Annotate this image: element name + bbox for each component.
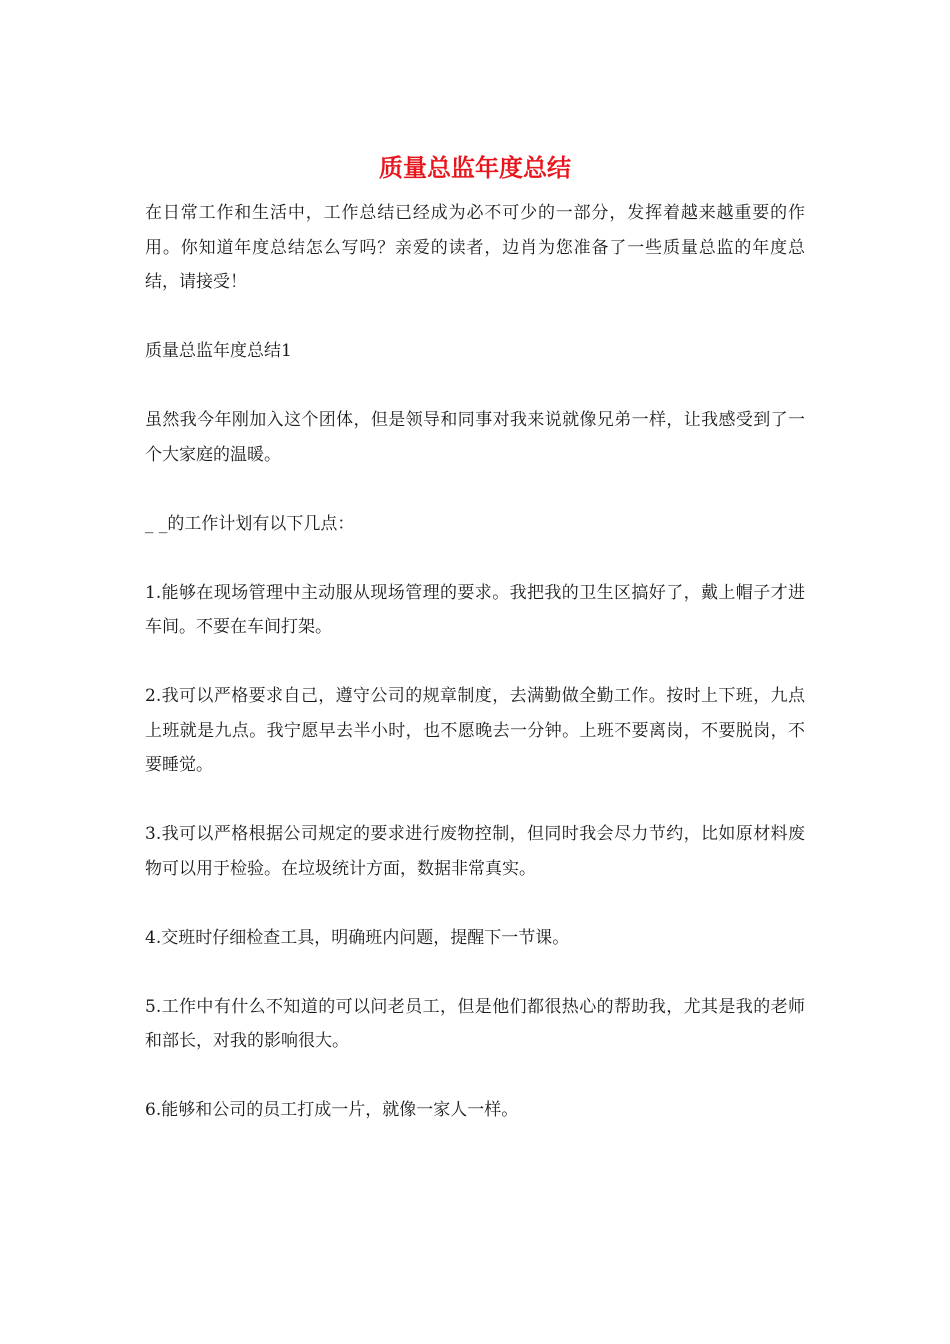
document-body bbox=[145, 196, 805, 1162]
list-item: 6.能够和公司的员工打成一片，就像一家人一样。 bbox=[145, 1100, 519, 1120]
list-intro: _ _的工作计划有以下几点： bbox=[145, 513, 355, 534]
list-item: 3.我可以严格根据公司规定的要求进行废物控制，但同时我会尽力节约，比如原材料废物可以用于检验。在垃圾统计方面，数据非常真实。 bbox=[145, 824, 805, 879]
list-item: 4.交班时仔细检查工具，明确班内问题，提醒下一节课。 bbox=[145, 927, 570, 948]
list-item: 1.能够在现场管理中主动服从现场管理的要求。我把我的卫生区搞好了，戴上帽子才进车间。不要在车间打架。 bbox=[145, 582, 805, 637]
section-heading: 质量总监年度总结1 bbox=[145, 341, 292, 361]
body-paragraph: 虽然我今年刚加入这个团体，但是领导和同事对我来说就像兄弟一样，让我感受到了一个大家庭的温暖。 bbox=[145, 410, 805, 465]
list-item: 2.我可以严格要求自己，遵守公司的规章制度，去满勤做全勤工作。按时上下班，九点上班就是九点。我宁愿早去半小时，也不愿晚去一分钟。上班不要离岗，不要脱岗，不要睡觉。 bbox=[145, 686, 805, 775]
document-title: 质量总监年度总结 bbox=[379, 153, 571, 182]
intro-paragraph: 在日常工作和生活中，工作总结已经成为必不可少的一部分，发挥着越来越重要的作用。你知道年度总结怎么写吗？亲爱的读者，边肖为您准备了一些质量总监的年度总结，请接受！ bbox=[145, 203, 805, 292]
list-item: 5.工作中有什么不知道的可以问老员工，但是他们都很热心的帮助我，尤其是我的老师和部长，对我的影响很大。 bbox=[145, 996, 805, 1051]
